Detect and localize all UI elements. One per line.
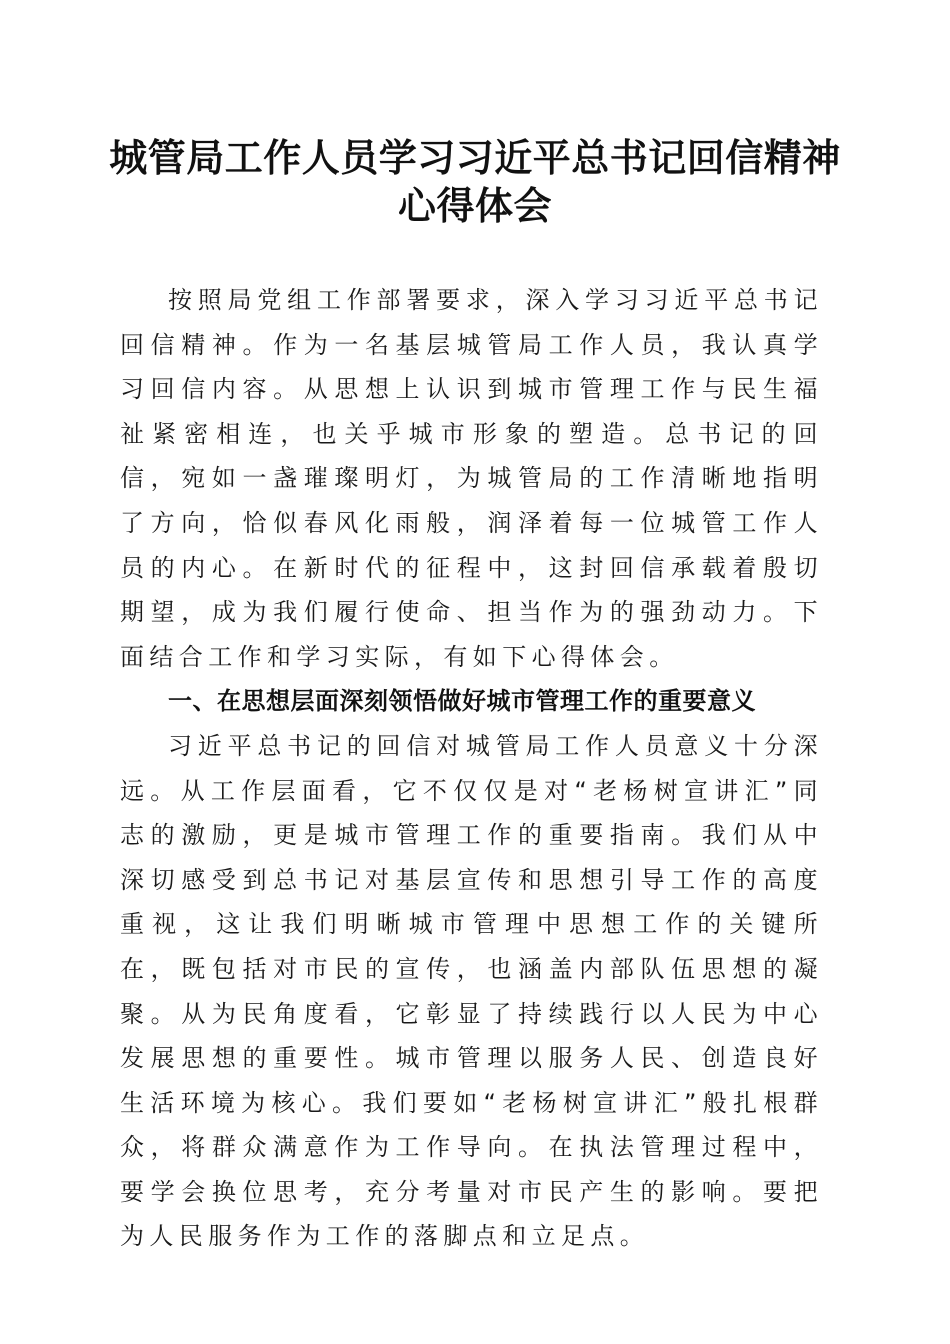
document-body	[120, 278, 823, 1259]
section-heading-1: 一、在思想层面深刻领悟做好城市管理工作的重要意义	[168, 687, 756, 716]
document-title: 城管局工作人员学习习近平总书记回信精神心得体会	[109, 135, 841, 228]
section-1-paragraph: 习近平总书记的回信对城管局工作人员意义十分深远。从工作层面看，它不仅仅是对“老杨树宣讲汇”同志的激励，更是城市管理工作的重要指南。我们从中深切感受到总书记对基层宣传和思想引导工作的高度重视，这让我们明晰城市管理中思想工作的关键所在，既包括对市民的宣传，也涵盖内部队伍思想的凝聚。从为民角度看，它彰显了持续践行以人民为中心发展思想的重要性。城市管理以服务人民、创造良好生活环境为核心。我们要如“老杨树宣讲汇”般扎根群众，将群众满意作为工作导向。在执法管理过程中，要学会换位思考，充分考量对市民产生的影响。要把为人民服务作为工作的落脚点和立足点。	[120, 731, 823, 1251]
intro-paragraph: 按照局党组工作部署要求，深入学习习近平总书记回信精神。作为一名基层城管局工作人员，我认真学习回信内容。从思想上认识到城市管理工作与民生福祉紧密相连，也关乎城市形象的塑造。总书记的回信，宛如一盏璀璨明灯，为城管局的工作清晰地指明了方向，恰似春风化雨般，润泽着每一位城管工作人员的内心。在新时代的征程中，这封回信承载着殷切期望，成为我们履行使命、担当作为的强劲动力。下面结合工作和学习实际，有如下心得体会。	[120, 286, 823, 671]
